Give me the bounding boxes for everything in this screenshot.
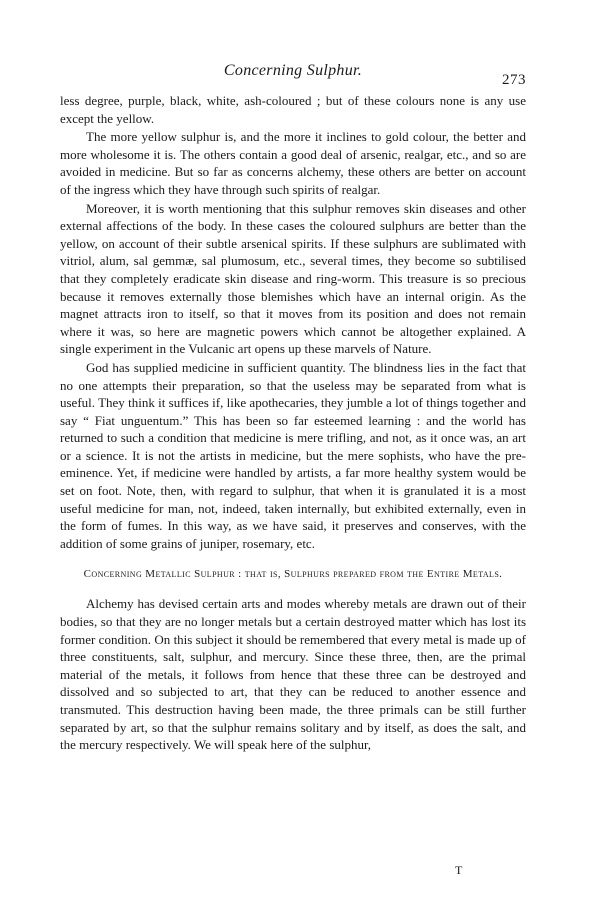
- running-title: Concerning Sulphur.: [223, 62, 363, 79]
- book-page: [60, 62, 526, 755]
- paragraph: Alchemy has devised certain arts and modes whereby metals are drawn out of their bodies, so that they are no longer metals but a certain destroyed matter which has lost its former condition. On this subject it should be remembered that every metal is made up of three constituents, salt, sulphur, and mercury. Since these three, then, are the primal material of the metals, it follows from hence that these three can be destroyed and dissolved and so subjected to art, that they can be reduced to another essence and transmuted. This destruction having been made, the three primals can be still further separated by art, so that the sulphur remains solitary and by itself, as does the salt, and the mercury respectively. We will speak here of the sulphur,: [60, 596, 526, 753]
- signature-mark: T: [455, 863, 463, 877]
- page-header: [60, 62, 526, 92]
- paragraph: less degree, purple, black, white, ash-coloured ; but of these colours none is any use except the yellow.: [60, 93, 526, 126]
- paragraph: The more yellow sulphur is, and the more it inclines to gold colour, the better and more wholesome it is. The others contain a good deal of arsenic, realgar, etc., and so are avoided in medicine. But so far as concerns alchemy, these others are better on account of the ingress which they have through such spirits of realgar.: [60, 129, 526, 197]
- paragraph: God has supplied medicine in sufficient quantity. The blindness lies in the fact that no one attempts their preparation, so that the useless may be separated from what is useful. They think it suffices if, like apothecaries, they jumble a lot of things together and say “ Fiat unguentum.” This has been so far esteemed learning : and the world has returned to such a condition that medicine is mere trifling, and not, as it once was, an art or a science. It is not the artists in medicine, but the mere sophists, who have the pre-eminence. Yet, if medicine were handled by artists, a far more healthy system would be set on foot. Note, then, with regard to sulphur, that when it is granulated it is a most useful medicine for man, not, indeed, taken internally, but exhibited externally, even in the form of fumes. In this way, as we have said, it preserves and conserves, with the addition of some grains of juniper, rosemary, etc.: [60, 359, 526, 551]
- section-heading: Concerning Metallic Sulphur : that is, Sulphurs prepared from the Entire Metals.: [83, 568, 503, 581]
- paragraph: Moreover, it is worth mentioning that this sulphur removes skin diseases and other external affections of the body. In these cases the coloured sulphurs are better than the yellow, on account of their subtle arsenical spirits. If these sulphurs are sublimated with vitriol, alum, sal gemmæ, sal plumosum, etc., several times, they become so subtilised that they completely eradicate skin disease and ring-worm. This treasure is so precious because it removes externally those blemishes which have an internal origin. As the magnet attracts iron to itself, so that it moves from its position and does not remain where it was, so here are magnetic powers which cannot be altogether explained. A single experiment in the Vulcanic art opens up these marvels of Nature.: [60, 200, 526, 357]
- body-text: [60, 92, 526, 754]
- page-number: 273: [502, 72, 526, 88]
